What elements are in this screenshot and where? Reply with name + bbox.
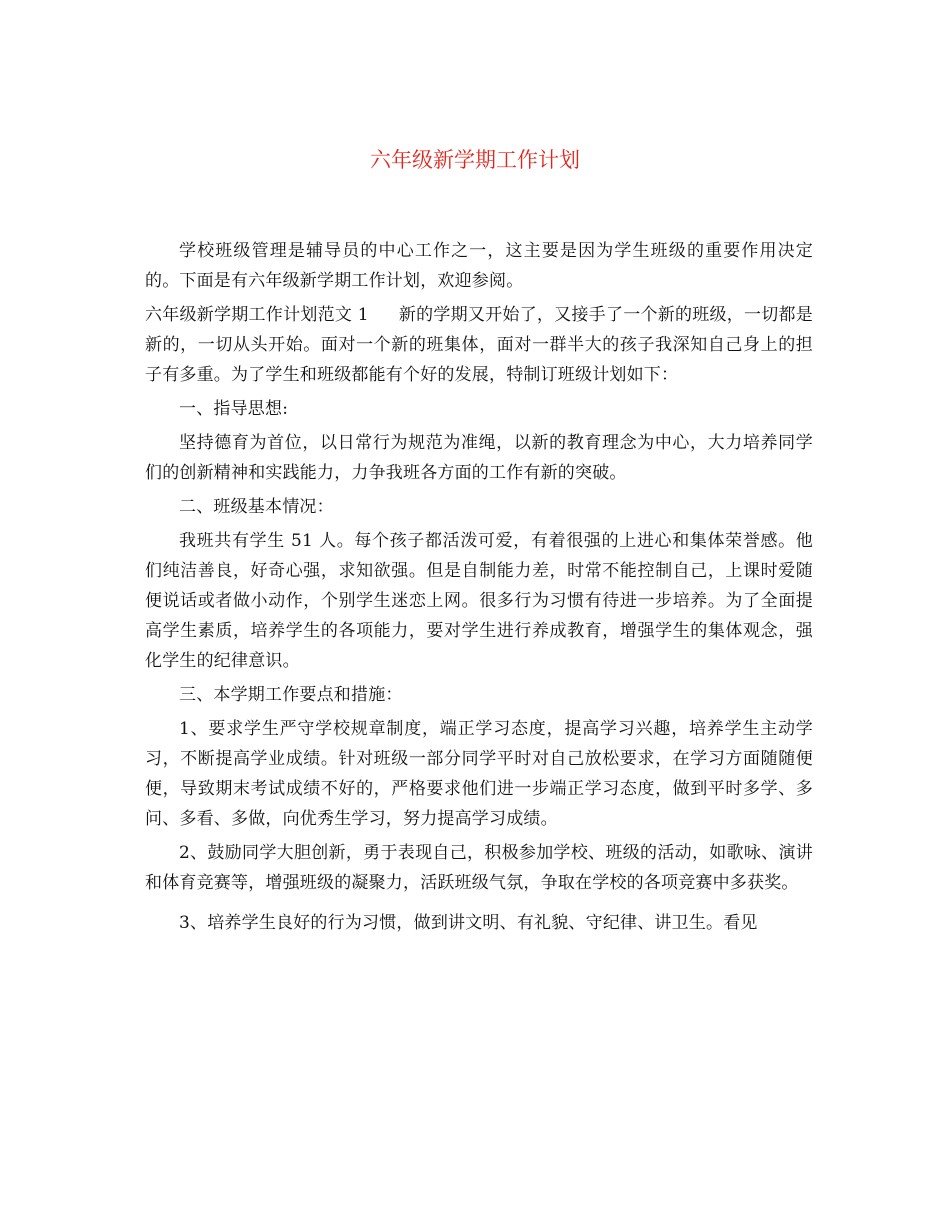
sample-paragraph xyxy=(145,300,813,390)
paragraph-guiding-thought: 坚持德育为首位，以日常行为规范为准绳，以新的教育理念为中心，大力培养同学们的创新精神和实践能力，力争我班各方面的工作有新的突破。 xyxy=(145,433,813,483)
work-item-3: 3、培养学生良好的行为习惯，做到讲文明、有礼貌、守纪律、讲卫生。看见 xyxy=(179,913,758,933)
sample-opening: 新的学期又开始了，又接手了一个新的班级，一切都是新的，一切从头开始。面对一个新的班集体，面对一群半大的孩子我深知自己身上的担子有多重。为了学生和班级都能有个好的发展，特制订班级计划如下： xyxy=(145,305,813,385)
heading-class-situation: 二、班级基本情况： xyxy=(179,497,334,517)
paragraph-class-situation: 我班共有学生 51 人。每个孩子都活泼可爱，有着很强的上进心和集体荣誉感。他们纯洁善良，好奇心强，求知欲强。但是自制能力差，时常不能控制自己，上课时爱随便说话或者做小动作，个别学生迷恋上网。很多行为习惯有待进一步培养。为了全面提高学生素质，培养学生的各项能力，要对学生进行养成教育，增强学生的集体观念，强化学生的纪律意识。 xyxy=(145,531,813,671)
sample-label: 六年级新学期工作计划范文 1 xyxy=(145,305,369,325)
work-item-1: 1、要求学生严守学校规章制度，端正学习态度，提高学习兴趣，培养学生主动学习，不断提高学业成绩。针对班级一部分同学平时对自己放松要求，在学习方面随随便便，导致期末考试成绩不好的，严格要求他们进一步端正学习态度，做到平时多学、多问、多看、多做，向优秀生学习，努力提高学习成绩。 xyxy=(145,719,813,829)
document-body xyxy=(145,236,813,942)
heading-work-points: 三、本学期工作要点和措施： xyxy=(179,685,403,705)
document-title: 六年级新学期工作计划 xyxy=(370,148,580,172)
heading-guiding-thought: 一、指导思想: xyxy=(179,399,289,419)
intro-paragraph: 学校班级管理是辅导员的中心工作之一，这主要是因为学生班级的重要作用决定的。下面是有六年级新学期工作计划，欢迎参阅。 xyxy=(145,241,813,291)
work-item-2: 2、鼓励同学大胆创新，勇于表现自己，积极参加学校、班级的活动，如歌咏、演讲和体育竞赛等，增强班级的凝聚力，活跃班级气氛，争取在学校的各项竞赛中多获奖。 xyxy=(145,843,813,893)
